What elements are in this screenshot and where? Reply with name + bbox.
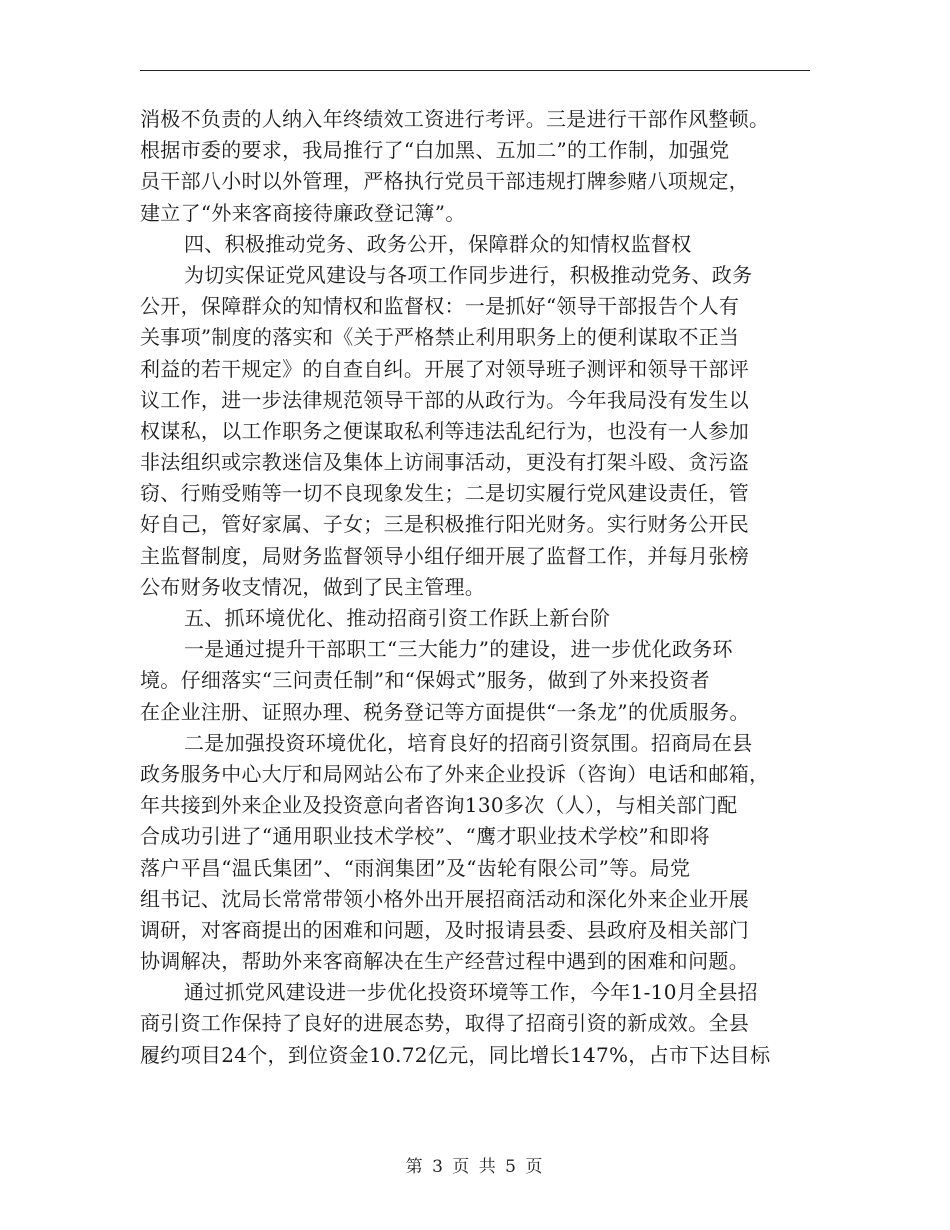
text-line: 境。仔细落实“三问责任制”和“保姆式”服务，做到了外来投资者 — [140, 668, 710, 693]
page-number: 第 3 页 共 5 页 — [405, 1157, 545, 1177]
text-line: 公布财务收支情况，做到了民主管理。 — [140, 574, 486, 599]
text-line: 好自己，管好家属、子女；三是积极推行阳光财务。实行财务公开民 — [140, 512, 749, 537]
text-line: 四、积极推动党务、政务公开，保障群众的知情权监督权 — [184, 231, 692, 256]
text-line: 消极不负责的人纳入年终绩效工资进行考评。三是进行干部作风整顿。 — [140, 107, 770, 131]
text-line: 在企业注册、证照办理、税务登记等方面提供“一条龙”的优质服务。 — [140, 699, 750, 724]
text-line: 员干部八小时以外管理，严格执行党员干部违规打牌参赌八项规定， — [140, 169, 749, 194]
text-line: 窃、行贿受贿等一切不良现象发生；二是切实履行党风建设责任，管 — [140, 481, 749, 506]
text-line: 落户平昌“温氏集团”、“雨润集团”及“齿轮有限公司”等。局党 — [140, 855, 691, 880]
text-line: 五、抓环境优化、推动招商引资工作跃上新台阶 — [184, 606, 611, 630]
text-line: 协调解决，帮助外来客商解决在生产经营过程中遇到的困难和问题。 — [140, 949, 749, 974]
text-line: 非法组织或宗教迷信及集体上访闹事活动，更没有打架斗殴、贪污盗 — [140, 450, 749, 475]
text-line: 商引资工作保持了良好的进展态势，取得了招商引资的新成效。全县 — [140, 1011, 749, 1036]
text-line: 政务服务中心大厅和局网站公布了外来企业投诉（咨询）电话和邮箱， — [140, 761, 770, 786]
text-line: 二是加强投资环境优化，培育良好的招商引资氛围。招商局在县 — [184, 730, 753, 755]
header-rule — [140, 70, 810, 71]
text-line: 调研，对客商提出的困难和问题，及时报请县委、县政府及相关部门 — [140, 917, 749, 942]
text-line: 履约项目24个，到位资金10.72亿元，同比增长147%，占市下达目标 — [140, 1042, 771, 1067]
text-line: 合成功引进了“通用职业技术学校”、“鹰才职业技术学校”和即将 — [140, 824, 710, 849]
text-line: 公开，保障群众的知情权和监督权：一是抓好“领导干部报告个人有 — [140, 294, 740, 319]
text-line: 权谋私，以工作职务之便谋取私利等违法乱纪行为，也没有一人参加 — [140, 418, 749, 443]
text-line: 议工作，进一步法律规范领导干部的从政行为。今年我局没有发生以 — [140, 387, 749, 412]
text-line: 为切实保证党风建设与各项工作同步进行，积极推动党务、政务 — [184, 262, 753, 287]
text-line: 根据市委的要求，我局推行了“白加黑、五加二”的工作制，加强党 — [140, 138, 730, 163]
text-line: 年共接到外来企业及投资意向者咨询130多次（人），与相关部门配 — [140, 793, 738, 818]
text-line: 组书记、沈局长常常带领小格外出开展招商活动和深化外来企业开展 — [140, 886, 749, 911]
text-line: 利益的若干规定》的自查自纠。开展了对领导班子测评和领导干部评 — [140, 356, 749, 381]
text-line: 建立了“外来客商接待廉政登记簿”。 — [140, 200, 466, 225]
text-line: 关事项”制度的落实和《关于严格禁止利用职务上的便利谋取不正当 — [140, 325, 740, 350]
text-line: 主监督制度，局财务监督领导小组仔细开展了监督工作，并每月张榜 — [140, 543, 749, 568]
document-body — [140, 104, 810, 1071]
text-line: 通过抓党风建设进一步优化投资环境等工作，今年1-10月全县招 — [184, 980, 758, 1005]
text-line: 一是通过提升干部职工“三大能力”的建设，进一步优化政务环 — [184, 637, 733, 662]
